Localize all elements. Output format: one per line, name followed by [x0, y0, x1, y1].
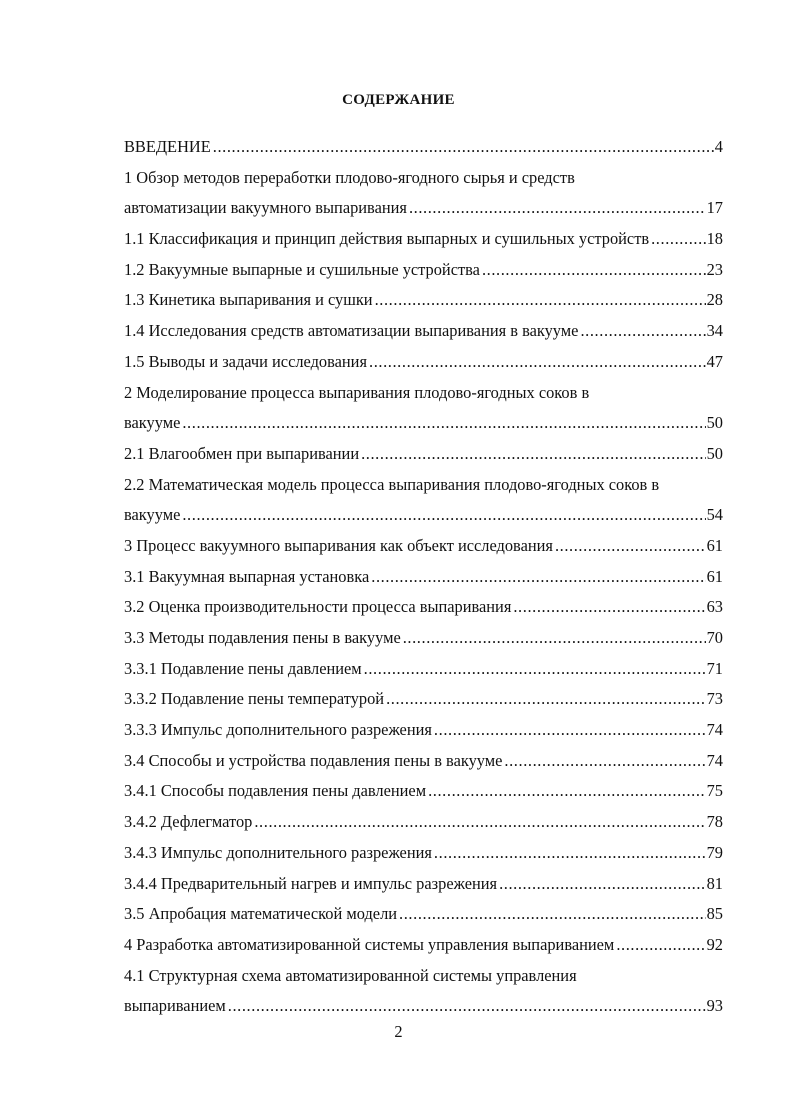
toc-entry	[124, 378, 723, 409]
toc-leader-dots	[409, 193, 706, 224]
toc-entry-text: 2.2 Математическая модель процесса выпаривания плодово-ягодных соков в	[124, 474, 660, 494]
toc-leader-dots	[369, 347, 706, 378]
toc-entry	[124, 500, 723, 531]
table-of-contents	[124, 132, 723, 1022]
toc-leader-dots	[434, 715, 706, 746]
toc-leader-dots	[580, 316, 705, 347]
toc-entry	[124, 316, 723, 347]
toc-entry-page: 79	[706, 842, 723, 862]
toc-entry	[124, 776, 723, 807]
toc-entry-text: 1.3 Кинетика выпаривания и сушки	[124, 290, 373, 310]
toc-entry-text: автоматизации вакуумного выпаривания	[124, 198, 407, 218]
toc-entry-page: 17	[706, 198, 723, 218]
toc-entry-text: выпариванием	[124, 996, 226, 1016]
toc-entry	[124, 439, 723, 470]
toc-entry-page: 73	[706, 689, 723, 709]
toc-entry	[124, 991, 723, 1022]
toc-entry	[124, 531, 723, 562]
toc-entry	[124, 255, 723, 286]
toc-entry-page: 74	[706, 720, 723, 740]
page-title: СОДЕРЖАНИЕ	[342, 92, 455, 108]
toc-entry-page: 23	[706, 259, 723, 279]
toc-entry	[124, 746, 723, 777]
toc-entry-page: 34	[706, 321, 723, 341]
toc-entry-page: 50	[706, 443, 723, 463]
toc-entry-page: 54	[706, 505, 723, 525]
toc-entry	[124, 347, 723, 378]
toc-entry-text: 1.5 Выводы и задачи исследования	[124, 351, 367, 371]
toc-entry-text: 3.4.1 Способы подавления пены давлением	[124, 781, 427, 801]
toc-entry-text: 1.2 Вакуумные выпарные и сушильные устройства	[124, 259, 480, 279]
toc-leader-dots	[555, 531, 706, 562]
toc-leader-dots	[616, 930, 705, 961]
toc-leader-dots	[482, 255, 706, 286]
toc-entry-page: 61	[706, 535, 723, 555]
toc-leader-dots	[513, 592, 705, 623]
toc-entry	[124, 654, 723, 685]
toc-entry-text: 3.1 Вакуумная выпарная установка	[124, 566, 370, 586]
toc-entry-page: 18	[706, 229, 723, 249]
toc-entry-page: 4	[714, 137, 723, 156]
toc-entry-page: 78	[706, 812, 723, 832]
toc-leader-dots	[403, 623, 706, 654]
toc-entry-text: 3 Процесс вакуумного выпаривания как объект исследования	[124, 535, 553, 555]
toc-leader-dots	[499, 869, 706, 900]
toc-entry-text: 4 Разработка автоматизированной системы управления выпариванием	[124, 934, 615, 954]
toc-entry-text: 1.4 Исследования средств автоматизации выпаривания в вакууме	[124, 321, 579, 341]
toc-entry-text: 1.1 Классификация и принцип действия выпарных и сушильных устройств	[124, 229, 650, 249]
toc-entry-text: 3.4 Способы и устройства подавления пены в вакууме	[124, 750, 503, 770]
toc-entry-page: 75	[706, 781, 723, 801]
toc-entry-text: 2.1 Влагообмен при выпаривании	[124, 443, 360, 463]
toc-leader-dots	[254, 807, 705, 838]
toc-entry	[124, 408, 723, 439]
page-number: 2	[394, 1022, 403, 1041]
toc-entry-text: 3.5 Апробация математической модели	[124, 904, 398, 924]
toc-entry	[124, 899, 723, 930]
toc-entry-page: 47	[706, 351, 723, 371]
toc-entry	[124, 838, 723, 869]
toc-entry-page: 28	[706, 290, 723, 310]
toc-entry	[124, 224, 723, 255]
toc-leader-dots	[399, 899, 706, 930]
toc-leader-dots	[651, 224, 706, 255]
toc-entry	[124, 132, 723, 163]
toc-leader-dots	[371, 562, 705, 593]
toc-entry-page: 70	[706, 628, 723, 647]
toc-leader-dots	[504, 746, 705, 777]
toc-entry	[124, 684, 723, 715]
toc-entry	[124, 807, 723, 838]
toc-leader-dots	[386, 684, 706, 715]
toc-entry-text: 3.4.4 Предварительный нагрев и импульс разрежения	[124, 873, 498, 893]
toc-entry-page: 61	[706, 566, 723, 586]
toc-leader-dots	[213, 132, 714, 163]
toc-entry-text: ВВЕДЕНИЕ	[124, 137, 211, 156]
toc-leader-dots	[428, 776, 706, 807]
toc-leader-dots	[434, 838, 706, 869]
toc-leader-dots	[361, 439, 706, 470]
toc-entry	[124, 163, 723, 194]
toc-leader-dots	[364, 654, 706, 685]
toc-leader-dots	[375, 285, 706, 316]
toc-entry-text: 1 Обзор методов переработки плодово-ягодного сырья и средств	[124, 167, 575, 187]
toc-entry	[124, 285, 723, 316]
toc-entry-page: 63	[706, 597, 723, 617]
toc-entry	[124, 930, 723, 961]
toc-entry-text: 3.3.1 Подавление пены давлением	[124, 658, 362, 678]
toc-entry-text: 4.1 Структурная схема автоматизированной системы управления	[124, 965, 577, 985]
toc-entry-text: 3.3.2 Подавление пены температурой	[124, 689, 385, 709]
toc-leader-dots	[228, 991, 706, 1022]
toc-entry-text: 3.4.2 Дефлегматор	[124, 812, 253, 832]
toc-entry-text: вакууме	[124, 413, 181, 433]
toc-entry-page: 74	[706, 750, 723, 770]
toc-leader-dots	[182, 408, 705, 439]
toc-entry	[124, 562, 723, 593]
toc-leader-dots	[182, 500, 705, 531]
toc-entry	[124, 193, 723, 224]
toc-entry-page: 81	[706, 873, 723, 893]
toc-entry	[124, 592, 723, 623]
toc-entry	[124, 869, 723, 900]
toc-entry-text: 3.4.3 Импульс дополнительного разрежения	[124, 842, 432, 862]
toc-entry-text: 3.2 Оценка производительности процесса выпаривания	[124, 597, 512, 617]
toc-entry-text: 3.3 Методы подавления пены в вакууме	[124, 628, 401, 647]
toc-entry-page: 92	[706, 934, 723, 954]
toc-entry-page: 71	[706, 658, 723, 678]
toc-entry-page: 93	[706, 996, 723, 1016]
toc-entry-text: вакууме	[124, 505, 181, 525]
toc-entry	[124, 961, 723, 992]
toc-entry	[124, 470, 723, 501]
toc-entry	[124, 715, 723, 746]
toc-entry-page: 85	[706, 904, 723, 924]
toc-entry-page: 50	[706, 413, 723, 433]
toc-entry-text: 3.3.3 Импульс дополнительного разрежения	[124, 720, 432, 740]
toc-entry-text: 2 Моделирование процесса выпаривания плодово-ягодных соков в	[124, 382, 590, 402]
toc-entry	[124, 623, 723, 654]
